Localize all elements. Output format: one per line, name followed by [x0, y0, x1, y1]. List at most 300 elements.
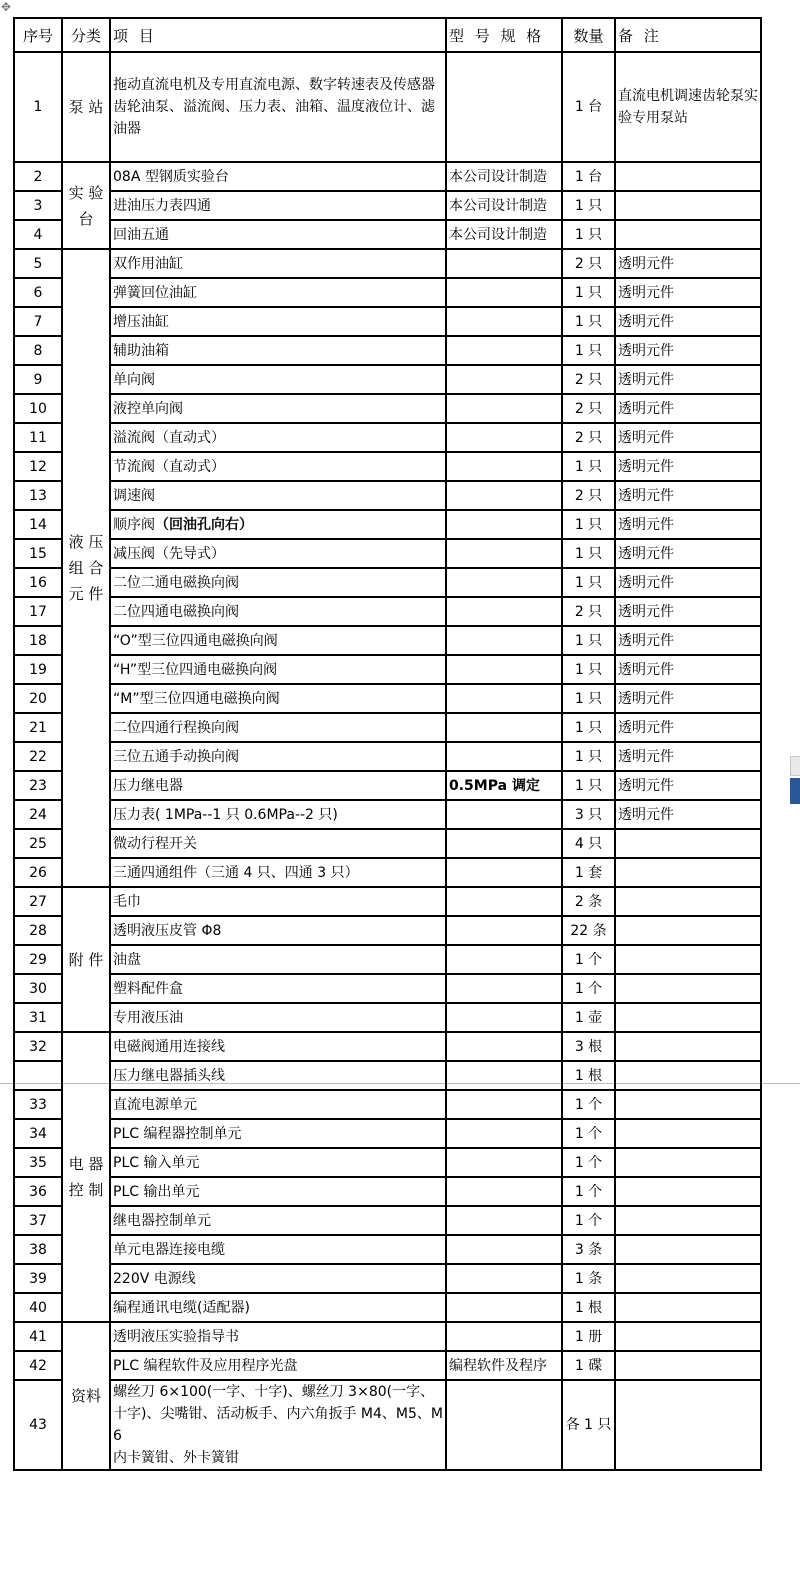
model-cell: [446, 800, 562, 829]
item-cell: [110, 307, 446, 336]
note-cell: 透明元件: [615, 800, 761, 829]
model-cell: [446, 1148, 562, 1177]
side-tab-light: [790, 756, 800, 776]
item-cell: [110, 684, 446, 713]
qty-cell: 各 1 只: [562, 1380, 615, 1470]
row-number: 9: [14, 365, 62, 394]
note-cell: 透明元件: [615, 626, 761, 655]
item-text-bold: （回油孔向右）: [155, 516, 253, 533]
table-row: [14, 1264, 761, 1293]
item-cell: [110, 249, 446, 278]
note-cell: 透明元件: [615, 597, 761, 626]
item-line: 拖动直流电机及专用直流电源、数字转速表及传感器: [113, 77, 435, 93]
table-row: [14, 307, 761, 336]
model-cell: 本公司设计制造: [446, 191, 562, 220]
model-cell: [446, 684, 562, 713]
table-row: [14, 945, 761, 974]
row-number: 41: [14, 1322, 62, 1351]
item-cell: [110, 423, 446, 452]
item-text: 增压油缸: [113, 313, 169, 330]
row-number: 29: [14, 945, 62, 974]
qty-cell: 1 只: [562, 568, 615, 597]
category-cell: 液 压 组 合 元 件: [62, 249, 110, 887]
row-number: 25: [14, 829, 62, 858]
table-row: [14, 916, 761, 945]
item-cell: [110, 974, 446, 1003]
item-cell: [110, 1322, 446, 1351]
model-cell: [446, 1119, 562, 1148]
model-cell: [446, 1264, 562, 1293]
model-cell: [446, 655, 562, 684]
model-cell: [446, 452, 562, 481]
item-cell: [110, 1148, 446, 1177]
item-cell: [110, 771, 446, 800]
qty-cell: 2 只: [562, 481, 615, 510]
table-row: [14, 365, 761, 394]
qty-cell: 1 个: [562, 974, 615, 1003]
item-cell: [110, 655, 446, 684]
qty-cell: 3 根: [562, 1032, 615, 1061]
row-number: 42: [14, 1351, 62, 1380]
note-cell: [615, 1351, 761, 1380]
item-text: 压力继电器插头线: [113, 1067, 225, 1084]
table-row: [14, 829, 761, 858]
model-cell: [446, 974, 562, 1003]
note-cell: 直流电机调速齿轮泵实验专用泵站: [615, 52, 761, 162]
qty-cell: 2 只: [562, 365, 615, 394]
item-text: “O”型三位四通电磁换向阀: [113, 632, 278, 649]
row-number: [14, 1061, 62, 1090]
model-cell: [446, 52, 562, 162]
row-number: 31: [14, 1003, 62, 1032]
note-cell: 透明元件: [615, 365, 761, 394]
qty-cell: 1 碟: [562, 1351, 615, 1380]
row-number: 13: [14, 481, 62, 510]
item-cell: [110, 336, 446, 365]
note-cell: 透明元件: [615, 423, 761, 452]
qty-cell: 2 只: [562, 394, 615, 423]
note-cell: [615, 191, 761, 220]
model-cell: [446, 829, 562, 858]
item-text: 节流阀（直动式）: [113, 458, 225, 475]
item-cell: [110, 1206, 446, 1235]
row-number: 4: [14, 220, 62, 249]
model-cell: [446, 1061, 562, 1090]
item-cell: [110, 1293, 446, 1322]
qty-cell: 1 条: [562, 1264, 615, 1293]
item-text: 编程通讯电缆(适配器): [113, 1299, 250, 1316]
item-cell: [110, 1119, 446, 1148]
item-cell: [110, 568, 446, 597]
table-row: [14, 162, 761, 191]
header-note: 备 注: [615, 18, 761, 52]
item-text: 塑料配件盒: [113, 980, 183, 997]
item-text: PLC 编程软件及应用程序光盘: [113, 1357, 298, 1374]
table-row: [14, 1090, 761, 1119]
row-number: 5: [14, 249, 62, 278]
row-number: 26: [14, 858, 62, 887]
row-number: 21: [14, 713, 62, 742]
item-text: 压力表( 1MPa--1 只 0.6MPa--2 只): [113, 806, 338, 823]
row-number: 30: [14, 974, 62, 1003]
table-row: [14, 278, 761, 307]
item-cell: [110, 539, 446, 568]
qty-cell: 2 只: [562, 249, 615, 278]
item-cell: [110, 1177, 446, 1206]
note-cell: [615, 1177, 761, 1206]
item-cell: [110, 278, 446, 307]
item-cell: [110, 945, 446, 974]
item-text: PLC 输出单元: [113, 1183, 200, 1200]
qty-cell: 1 只: [562, 452, 615, 481]
item-text: 220V 电源线: [113, 1270, 196, 1287]
qty-cell: 3 只: [562, 800, 615, 829]
item-text: 二位四通电磁换向阀: [113, 603, 239, 620]
item-text: 顺序阀: [113, 516, 155, 533]
item-cell: [110, 1090, 446, 1119]
item-text: 二位四通行程换向阀: [113, 719, 239, 736]
qty-cell: 2 条: [562, 887, 615, 916]
row-number: 14: [14, 510, 62, 539]
model-cell: [446, 568, 562, 597]
note-cell: 透明元件: [615, 452, 761, 481]
side-scroll-tab[interactable]: [764, 748, 800, 808]
row-number: 17: [14, 597, 62, 626]
note-cell: [615, 1119, 761, 1148]
item-cell: [110, 800, 446, 829]
qty-cell: 1 个: [562, 1206, 615, 1235]
qty-cell: 1 根: [562, 1061, 615, 1090]
note-cell: 透明元件: [615, 684, 761, 713]
item-text: 回油五通: [113, 226, 169, 243]
item-cell: [110, 481, 446, 510]
item-text: 进油压力表四通: [113, 197, 211, 214]
model-cell: [446, 1293, 562, 1322]
item-cell: [110, 394, 446, 423]
item-line: 螺丝刀 6×100(一字、十字)、螺丝刀 3×80(一字、十字)、尖嘴钳、活动板手、内六角扳手 M4、M5、M6: [113, 1384, 443, 1444]
row-number: 6: [14, 278, 62, 307]
model-cell: [446, 713, 562, 742]
item-text: 压力继电器: [113, 777, 183, 794]
table-row: [14, 423, 761, 452]
table-row: [14, 1380, 761, 1470]
item-cell: [110, 1003, 446, 1032]
qty-cell: 1 套: [562, 858, 615, 887]
table-row: [14, 1293, 761, 1322]
note-cell: [615, 974, 761, 1003]
header-category: 分类: [62, 18, 110, 52]
item-text: 油盘: [113, 951, 141, 968]
table-row: [14, 800, 761, 829]
model-cell: [446, 887, 562, 916]
note-cell: [615, 1293, 761, 1322]
model-cell: [446, 1235, 562, 1264]
note-cell: [615, 1032, 761, 1061]
note-cell: [615, 162, 761, 191]
item-text: 单元电器连接电缆: [113, 1241, 225, 1258]
table-row: [14, 481, 761, 510]
model-cell: [446, 336, 562, 365]
qty-cell: 1 个: [562, 1119, 615, 1148]
item-cell: [110, 916, 446, 945]
item-text: 毛巾: [113, 893, 141, 910]
row-number: 28: [14, 916, 62, 945]
item-text: 微动行程开关: [113, 835, 197, 852]
item-cell: [110, 597, 446, 626]
table-row: [14, 539, 761, 568]
table-row: [14, 568, 761, 597]
note-cell: 透明元件: [615, 307, 761, 336]
row-number: 3: [14, 191, 62, 220]
header-model: 型 号 规 格: [446, 18, 562, 52]
category-cell: 附 件: [62, 887, 110, 1032]
category-cell: 电 器 控 制: [62, 1032, 110, 1322]
model-cell: [446, 916, 562, 945]
note-cell: 透明元件: [615, 336, 761, 365]
item-text: 08A 型钢质实验台: [113, 168, 229, 185]
row-number: 19: [14, 655, 62, 684]
item-cell: [110, 1032, 446, 1061]
qty-cell: 1 个: [562, 945, 615, 974]
model-cell: [446, 365, 562, 394]
model-cell: [446, 1322, 562, 1351]
item-text: 减压阀（先导式）: [113, 545, 225, 562]
item-text: 双作用油缸: [113, 255, 183, 272]
row-number: 12: [14, 452, 62, 481]
model-cell: [446, 1032, 562, 1061]
item-text: 专用液压油: [113, 1009, 183, 1026]
category-cell: 资料: [62, 1322, 110, 1470]
table-row: [14, 394, 761, 423]
model-cell: 本公司设计制造: [446, 162, 562, 191]
qty-cell: 1 只: [562, 336, 615, 365]
qty-cell: 1 只: [562, 713, 615, 742]
qty-cell: 1 壶: [562, 1003, 615, 1032]
note-cell: [615, 945, 761, 974]
row-number: 33: [14, 1090, 62, 1119]
row-number: 15: [14, 539, 62, 568]
table-move-handle-icon[interactable]: ✥: [1, 0, 12, 14]
equipment-list-table: [13, 17, 762, 1471]
row-number: 40: [14, 1293, 62, 1322]
item-text: 三位五通手动换向阀: [113, 748, 239, 765]
table-row: [14, 1322, 761, 1351]
header-no: 序号: [14, 18, 62, 52]
model-cell: [446, 1380, 562, 1470]
table-row: [14, 1235, 761, 1264]
item-text: 直流电源单元: [113, 1096, 197, 1113]
item-cell: [110, 887, 446, 916]
note-cell: [615, 858, 761, 887]
note-cell: 透明元件: [615, 510, 761, 539]
item-cell: [110, 1235, 446, 1264]
note-cell: [615, 1380, 761, 1470]
table-row: [14, 52, 761, 162]
qty-cell: 22 条: [562, 916, 615, 945]
model-cell: [446, 539, 562, 568]
table-row: [14, 1177, 761, 1206]
qty-cell: 1 只: [562, 655, 615, 684]
item-text: 透明液压皮管 Φ8: [113, 922, 222, 939]
note-cell: 透明元件: [615, 278, 761, 307]
item-cell: [110, 1264, 446, 1293]
item-text: 单向阀: [113, 371, 155, 388]
row-number: 11: [14, 423, 62, 452]
item-cell: [110, 1380, 446, 1470]
qty-cell: 1 只: [562, 539, 615, 568]
table-row: [14, 597, 761, 626]
row-number: 32: [14, 1032, 62, 1061]
note-cell: [615, 1148, 761, 1177]
item-text: PLC 编程器控制单元: [113, 1125, 242, 1142]
qty-cell: 1 只: [562, 626, 615, 655]
qty-cell: 1 只: [562, 220, 615, 249]
table-row: [14, 887, 761, 916]
note-cell: 透明元件: [615, 539, 761, 568]
note-cell: [615, 829, 761, 858]
row-number: 7: [14, 307, 62, 336]
note-cell: 透明元件: [615, 249, 761, 278]
item-text: 电磁阀通用连接线: [113, 1038, 225, 1055]
item-cell: [110, 510, 446, 539]
model-cell: [446, 1177, 562, 1206]
item-text: “M”型三位四通电磁换向阀: [113, 690, 280, 707]
model-cell: [446, 1090, 562, 1119]
header-qty: 数量: [562, 18, 615, 52]
item-text: PLC 输入单元: [113, 1154, 200, 1171]
qty-cell: 1 台: [562, 162, 615, 191]
qty-cell: 1 台: [562, 52, 615, 162]
note-cell: 透明元件: [615, 742, 761, 771]
note-cell: [615, 1235, 761, 1264]
row-number: 2: [14, 162, 62, 191]
table-row: [14, 1003, 761, 1032]
item-cell: [110, 220, 446, 249]
model-cell: [446, 1206, 562, 1235]
item-cell: [110, 742, 446, 771]
row-number: 37: [14, 1206, 62, 1235]
item-cell: [110, 365, 446, 394]
qty-cell: 1 只: [562, 278, 615, 307]
table-row: [14, 1119, 761, 1148]
note-cell: 透明元件: [615, 713, 761, 742]
table-row: [14, 191, 761, 220]
table-row: [14, 1206, 761, 1235]
qty-cell: 1 只: [562, 307, 615, 336]
table-row: [14, 510, 761, 539]
table-row: [14, 452, 761, 481]
row-number: 36: [14, 1177, 62, 1206]
note-cell: [615, 916, 761, 945]
note-cell: [615, 887, 761, 916]
qty-cell: 2 只: [562, 423, 615, 452]
row-number: 18: [14, 626, 62, 655]
item-line: 齿轮油泵、溢流阀、压力表、油箱、温度液位计、滤油器: [113, 99, 435, 137]
item-text: 三通四通组件（三通 4 只、四通 3 只）: [113, 864, 359, 881]
category-cell: 泵 站: [62, 52, 110, 162]
table-row: [14, 742, 761, 771]
row-number: 16: [14, 568, 62, 597]
qty-cell: 1 只: [562, 771, 615, 800]
note-cell: 透明元件: [615, 394, 761, 423]
item-text: 二位二通电磁换向阀: [113, 574, 239, 591]
table-row: [14, 249, 761, 278]
item-text: 透明液压实验指导书: [113, 1328, 239, 1345]
model-cell: [446, 626, 562, 655]
note-cell: [615, 1264, 761, 1293]
model-cell: [446, 597, 562, 626]
row-number: 39: [14, 1264, 62, 1293]
model-cell: [446, 481, 562, 510]
row-number: 20: [14, 684, 62, 713]
item-cell: [110, 452, 446, 481]
model-cell: [446, 307, 562, 336]
row-number: 34: [14, 1119, 62, 1148]
item-cell: [110, 52, 446, 162]
note-cell: [615, 1090, 761, 1119]
category-cell: 实 验 台: [62, 162, 110, 249]
header-item: 项 目: [110, 18, 446, 52]
row-number: 22: [14, 742, 62, 771]
table-row: [14, 220, 761, 249]
model-cell: [446, 742, 562, 771]
model-cell: [446, 249, 562, 278]
table-row: [14, 1032, 761, 1061]
table-row: [14, 858, 761, 887]
row-number: 35: [14, 1148, 62, 1177]
model-cell: [446, 510, 562, 539]
qty-cell: 1 个: [562, 1090, 615, 1119]
table-row: [14, 713, 761, 742]
item-text: “H”型三位四通电磁换向阀: [113, 661, 278, 678]
item-text: 继电器控制单元: [113, 1212, 211, 1229]
table-row: [14, 626, 761, 655]
item-cell: [110, 626, 446, 655]
qty-cell: 1 只: [562, 742, 615, 771]
row-number: 38: [14, 1235, 62, 1264]
qty-cell: 1 根: [562, 1293, 615, 1322]
model-cell: 0.5MPa 调定: [446, 771, 562, 800]
table-row: [14, 1061, 761, 1090]
row-number: 1: [14, 52, 62, 162]
row-number: 43: [14, 1380, 62, 1470]
note-cell: 透明元件: [615, 655, 761, 684]
item-text: 辅助油箱: [113, 342, 169, 359]
note-cell: 透明元件: [615, 481, 761, 510]
note-cell: 透明元件: [615, 568, 761, 597]
item-text: 弹簧回位油缸: [113, 284, 197, 301]
model-cell: [446, 858, 562, 887]
model-cell: [446, 394, 562, 423]
row-number: 24: [14, 800, 62, 829]
model-cell: [446, 945, 562, 974]
qty-cell: 1 个: [562, 1148, 615, 1177]
item-cell: [110, 191, 446, 220]
item-text: 液控单向阀: [113, 400, 183, 417]
row-number: 10: [14, 394, 62, 423]
note-cell: 透明元件: [615, 771, 761, 800]
qty-cell: 4 只: [562, 829, 615, 858]
header-row: [14, 18, 761, 52]
note-cell: [615, 1003, 761, 1032]
table-row: [14, 1351, 761, 1380]
note-cell: [615, 1061, 761, 1090]
note-cell: [615, 1206, 761, 1235]
table-row: [14, 684, 761, 713]
model-cell: [446, 278, 562, 307]
item-text: 溢流阀（直动式）: [113, 429, 225, 446]
model-cell: 编程软件及程序: [446, 1351, 562, 1380]
